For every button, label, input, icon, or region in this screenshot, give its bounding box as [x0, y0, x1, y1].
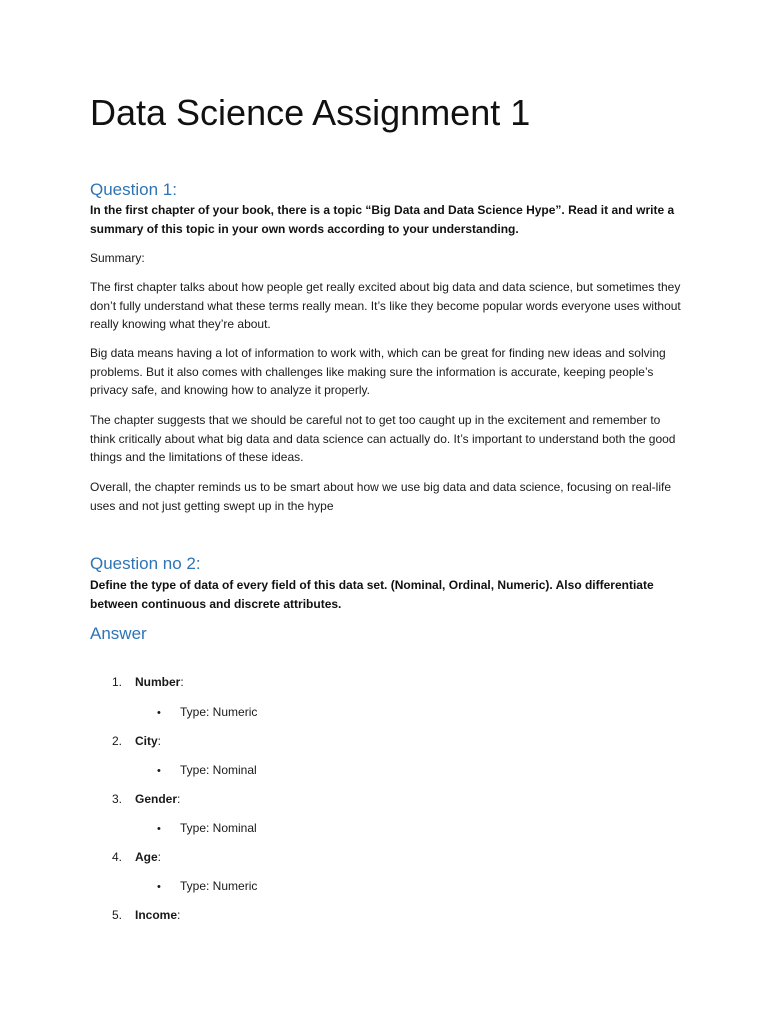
field-type: Type: Numeric [180, 705, 258, 719]
field-type-item [157, 704, 257, 721]
field-item [112, 849, 161, 865]
field-colon: : [157, 850, 162, 864]
field-name: Age [135, 850, 158, 864]
field-name: Gender [135, 792, 178, 806]
field-name: Number [135, 675, 181, 689]
answer-heading: Answer [90, 624, 147, 643]
field-colon: : [177, 908, 181, 922]
summary-paragraph-3: The chapter suggests that we should be careful not to get too caught up in the excitement and remember to think critically about what big data and data science can actually do. It’s important to understand both the good things and the limitations of these ideas. [90, 413, 676, 465]
list-number: 5. [112, 908, 123, 922]
bullet-icon: • [157, 881, 161, 893]
field-name: Income [135, 908, 178, 922]
field-colon: : [177, 792, 181, 806]
bullet-icon: • [157, 765, 161, 777]
summary-paragraph-1: The first chapter talks about how people get really excited about big data and data science, but sometimes they don’t fully understand what these terms really mean. It’s like they become popular words everyone uses without really knowing what they’re about. [90, 280, 681, 332]
field-name: City [135, 734, 158, 748]
question-2-prompt: Define the type of data of every field of this data set. (Nominal, Ordinal, Numeric). Also differentiate between continuous and discrete attributes. [90, 578, 654, 611]
field-item [112, 674, 184, 690]
field-colon: : [180, 675, 184, 689]
list-number: 3. [112, 792, 123, 806]
field-colon: : [157, 734, 162, 748]
field-type: Type: Nominal [180, 821, 257, 835]
question-1-prompt: In the first chapter of your book, there is a topic “Big Data and Data Science Hype”. Read it and write a summary of this topic in your own words according to your understanding. [90, 203, 675, 236]
field-type-item [157, 878, 257, 895]
field-item [112, 733, 161, 749]
question-2-heading: Question no 2: [90, 554, 201, 573]
bullet-icon: • [157, 823, 161, 835]
list-number: 1. [112, 675, 123, 689]
field-type-item [157, 820, 257, 837]
field-type: Type: Numeric [180, 879, 258, 893]
list-number: 4. [112, 850, 123, 864]
summary-label: Summary: [90, 251, 145, 265]
field-type-item [157, 762, 257, 779]
summary-paragraph-4: Overall, the chapter reminds us to be smart about how we use big data and data science, focusing on real-life uses and not just getting swept up in the hype [90, 480, 671, 513]
field-item [112, 791, 180, 807]
question-1-heading: Question 1: [90, 180, 177, 199]
bullet-icon: • [157, 707, 161, 719]
field-item [112, 907, 180, 923]
document-title: Data Science Assignment 1 [90, 92, 531, 133]
field-type: Type: Nominal [180, 763, 257, 777]
summary-paragraph-2: Big data means having a lot of information to work with, which can be great for finding new ideas and solving problems. But it also comes with challenges like making sure the information is accurate, keeping people’s privacy safe, and knowing how to analyze it properly. [90, 346, 666, 398]
list-number: 2. [112, 734, 123, 748]
